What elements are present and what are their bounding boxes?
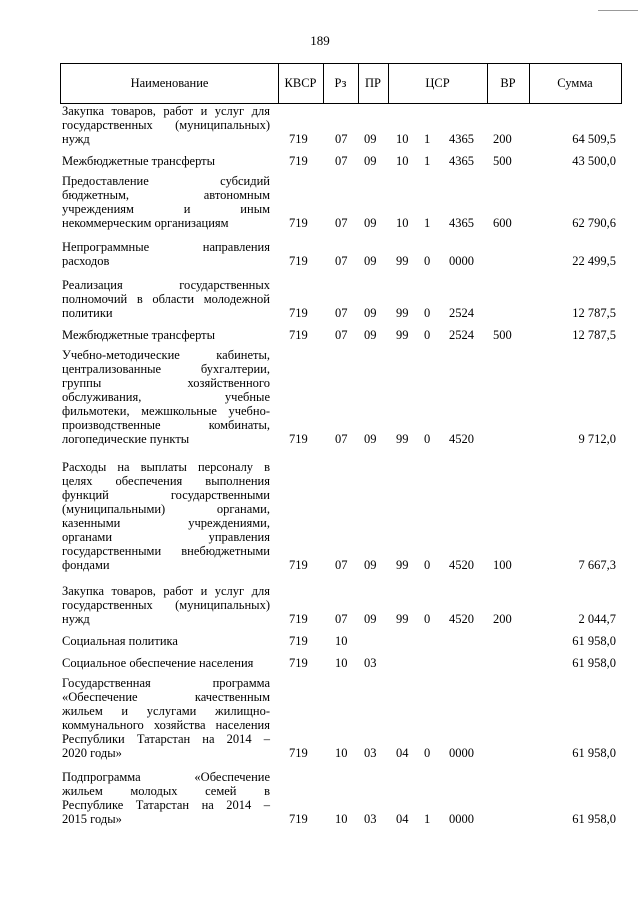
row-name-line: 2020 годы» — [62, 746, 122, 760]
row-name-line: централизованные бухгалтерии, — [62, 362, 270, 376]
header-vr: ВР — [487, 64, 530, 103]
row-kvsr: 719 — [289, 746, 308, 760]
row-sum: 61 958,0 — [572, 656, 616, 670]
row-kvsr: 719 — [289, 254, 308, 268]
row-csr-subprogram: 0 — [424, 306, 431, 320]
row-kvsr: 719 — [289, 132, 308, 146]
header-kvsr: КВСР — [278, 64, 324, 103]
row-name — [62, 104, 270, 146]
row-rz: 07 — [335, 254, 348, 268]
row-name-line: фондами — [62, 558, 110, 572]
row-name — [62, 634, 270, 648]
row-csr-direction: 2524 — [449, 328, 474, 342]
row-name-line: Социальное обеспечение населения — [62, 656, 254, 670]
row-rz: 07 — [335, 154, 348, 168]
row-csr-direction: 0000 — [449, 746, 474, 760]
row-pr: 03 — [364, 746, 377, 760]
row-vr: 200 — [493, 132, 512, 146]
row-pr: 09 — [364, 254, 377, 268]
row-name-line: Учебно-методические кабинеты, — [62, 348, 270, 362]
row-pr: 03 — [364, 812, 377, 826]
row-kvsr: 719 — [289, 558, 308, 572]
header-sum: Сумма — [557, 76, 593, 90]
row-csr-direction: 4365 — [449, 132, 474, 146]
row-sum: 2 044,7 — [578, 612, 616, 626]
row-csr-program: 99 — [396, 612, 409, 626]
row-vr: 600 — [493, 216, 512, 230]
header-pr: ПР — [358, 64, 389, 103]
row-name-line: полномочий в области молодежной — [62, 292, 270, 306]
row-csr-direction: 4520 — [449, 432, 474, 446]
row-name-line: целях обеспечения выполнения — [62, 474, 270, 488]
row-csr-program: 10 — [396, 216, 409, 230]
row-pr: 09 — [364, 216, 377, 230]
row-csr-subprogram: 0 — [424, 746, 431, 760]
row-vr: 500 — [493, 328, 512, 342]
row-name-line: Межбюджетные трансферты — [62, 154, 216, 168]
row-pr: 09 — [364, 612, 377, 626]
row-name-line: обслуживания, учебные — [62, 390, 270, 404]
row-name-line: функций государственными — [62, 488, 270, 502]
row-kvsr: 719 — [289, 612, 308, 626]
row-name-line: государственных (муниципальных) — [62, 598, 270, 612]
row-name-line: коммунального хозяйства населения — [62, 718, 270, 732]
row-pr: 09 — [364, 432, 377, 446]
row-name-line: производственные комбинаты, — [62, 418, 270, 432]
row-name-line: Реализация государственных — [62, 278, 270, 292]
row-csr-subprogram: 1 — [424, 812, 431, 826]
row-vr: 500 — [493, 154, 512, 168]
row-rz: 07 — [335, 558, 348, 572]
row-name — [62, 460, 270, 572]
row-kvsr: 719 — [289, 306, 308, 320]
row-sum: 61 958,0 — [572, 634, 616, 648]
row-sum: 9 712,0 — [578, 432, 616, 446]
row-name-line: жильем и услугами жилищно- — [62, 704, 270, 718]
row-kvsr: 719 — [289, 656, 308, 670]
row-sum: 61 958,0 — [572, 812, 616, 826]
row-sum: 61 958,0 — [572, 746, 616, 760]
row-name-line: Республики Татарстан на 2014 – — [62, 732, 270, 746]
row-name-line: органами управления — [62, 530, 270, 544]
row-rz: 07 — [335, 132, 348, 146]
row-rz: 07 — [335, 612, 348, 626]
row-name-line: 2015 годы» — [62, 812, 122, 826]
row-kvsr: 719 — [289, 328, 308, 342]
row-name-line: государственными внебюджетными — [62, 544, 270, 558]
row-name-line: нужд — [62, 132, 90, 146]
row-name-line: логопедические пункты — [62, 432, 190, 446]
row-rz: 07 — [335, 216, 348, 230]
row-pr: 09 — [364, 328, 377, 342]
row-csr-subprogram: 0 — [424, 254, 431, 268]
row-csr-subprogram: 0 — [424, 612, 431, 626]
row-vr: 100 — [493, 558, 512, 572]
row-name-line: Непрограммные направления — [62, 240, 270, 254]
row-kvsr: 719 — [289, 812, 308, 826]
row-pr: 03 — [364, 656, 377, 670]
row-name-line: казенными учреждениями, — [62, 516, 270, 530]
row-csr-program: 04 — [396, 746, 409, 760]
row-pr: 09 — [364, 132, 377, 146]
row-csr-subprogram: 1 — [424, 216, 431, 230]
row-csr-program: 04 — [396, 812, 409, 826]
row-name — [62, 676, 270, 760]
row-csr-direction: 4520 — [449, 558, 474, 572]
header-csr: ЦСР — [388, 64, 488, 103]
row-csr-program: 99 — [396, 432, 409, 446]
row-name — [62, 328, 270, 342]
row-rz: 10 — [335, 656, 348, 670]
row-csr-program: 99 — [396, 558, 409, 572]
row-name-line: Социальная политика — [62, 634, 178, 648]
row-name-line: жильем молодых семей в — [62, 784, 270, 798]
row-kvsr: 719 — [289, 216, 308, 230]
row-name-line: Расходы на выплаты персоналу в — [62, 460, 270, 474]
row-pr: 09 — [364, 558, 377, 572]
page-number: 189 — [310, 33, 330, 48]
row-kvsr: 719 — [289, 432, 308, 446]
row-name-line: учреждениям и иным — [62, 202, 270, 216]
row-sum: 12 787,5 — [572, 306, 616, 320]
row-rz: 10 — [335, 812, 348, 826]
row-name — [62, 154, 270, 168]
row-name-line: государственных (муниципальных) — [62, 118, 270, 132]
row-sum: 62 790,6 — [572, 216, 616, 230]
row-csr-program: 10 — [396, 154, 409, 168]
row-name-line: Закупка товаров, работ и услуг для — [62, 104, 270, 118]
row-name-line: «Обеспечение качественным — [62, 690, 270, 704]
row-sum: 7 667,3 — [578, 558, 616, 572]
row-name-line: Межбюджетные трансферты — [62, 328, 216, 342]
row-name — [62, 240, 270, 268]
row-name-line: фильмотеки, межшкольные учебно- — [62, 404, 270, 418]
row-name — [62, 348, 270, 446]
row-name — [62, 770, 270, 826]
row-sum: 12 787,5 — [572, 328, 616, 342]
row-csr-program: 99 — [396, 328, 409, 342]
table-header — [60, 63, 622, 104]
row-csr-program: 99 — [396, 254, 409, 268]
row-csr-direction: 2524 — [449, 306, 474, 320]
row-pr: 09 — [364, 154, 377, 168]
row-name — [62, 584, 270, 626]
row-csr-subprogram: 0 — [424, 558, 431, 572]
row-csr-subprogram: 1 — [424, 132, 431, 146]
row-sum: 43 500,0 — [572, 154, 616, 168]
row-csr-program: 99 — [396, 306, 409, 320]
row-kvsr: 719 — [289, 634, 308, 648]
scan-mark — [598, 10, 638, 11]
row-csr-subprogram: 1 — [424, 154, 431, 168]
row-name-line: (муниципальными) органами, — [62, 502, 270, 516]
row-csr-direction: 0000 — [449, 254, 474, 268]
row-csr-direction: 4365 — [449, 216, 474, 230]
row-name — [62, 174, 270, 230]
row-kvsr: 719 — [289, 154, 308, 168]
row-csr-direction: 0000 — [449, 812, 474, 826]
row-name-line: Подпрограмма «Обеспечение — [62, 770, 270, 784]
row-name-line: Предоставление субсидий — [62, 174, 270, 188]
row-name-line: нужд — [62, 612, 90, 626]
row-rz: 10 — [335, 746, 348, 760]
row-vr: 200 — [493, 612, 512, 626]
row-rz: 07 — [335, 306, 348, 320]
row-name-line: бюджетным, автономным — [62, 188, 270, 202]
row-name-line: Закупка товаров, работ и услуг для — [62, 584, 270, 598]
header-name: Наименование — [61, 64, 279, 103]
row-rz: 10 — [335, 634, 348, 648]
row-rz: 07 — [335, 328, 348, 342]
row-name-line: политики — [62, 306, 113, 320]
row-sum: 22 499,5 — [572, 254, 616, 268]
row-csr-subprogram: 0 — [424, 432, 431, 446]
row-name-line: группы хозяйственного — [62, 376, 270, 390]
row-name — [62, 278, 270, 320]
row-csr-program: 10 — [396, 132, 409, 146]
row-name-line: Республике Татарстан на 2014 – — [62, 798, 270, 812]
row-rz: 07 — [335, 432, 348, 446]
row-name-line: расходов — [62, 254, 110, 268]
row-csr-direction: 4365 — [449, 154, 474, 168]
row-csr-direction: 4520 — [449, 612, 474, 626]
row-sum: 64 509,5 — [572, 132, 616, 146]
header-rz: Рз — [323, 64, 359, 103]
row-name-line: некоммерческим организациям — [62, 216, 229, 230]
row-name — [62, 656, 270, 670]
row-pr: 09 — [364, 306, 377, 320]
row-name-line: Государственная программа — [62, 676, 270, 690]
row-csr-subprogram: 0 — [424, 328, 431, 342]
